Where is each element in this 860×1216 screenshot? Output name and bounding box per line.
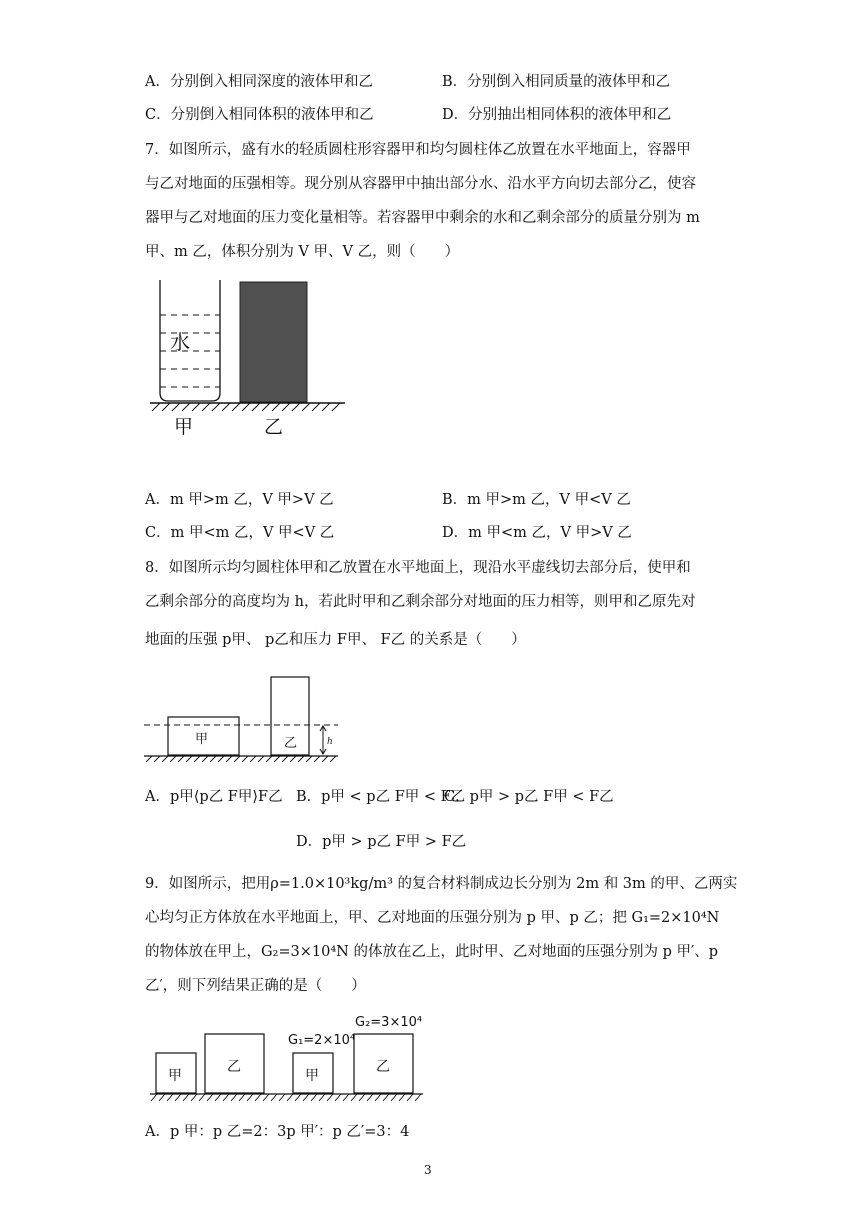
q9-label-yi-1: 乙 <box>227 1059 241 1075</box>
q6-option-a: A．分别倒入相同深度的液体甲和乙 <box>145 74 373 90</box>
q7-stem-line3: 器甲与乙对地面的压力变化量相等。若容器甲中剩余的水和乙剩余部分的质量分别为 m <box>145 210 700 226</box>
q8-label-yi: 乙 <box>284 736 298 751</box>
q7-option-b: B．m 甲>m 乙，V 甲<V 乙 <box>442 492 631 508</box>
q7-label-jia: 甲 <box>174 416 194 438</box>
q9-figure <box>145 1008 430 1108</box>
q8-stem-line2: 乙剩余部分的高度均为 h，若此时甲和乙剩余部分对地面的压力相等，则甲和乙原先对 <box>145 594 696 610</box>
q7-stem-line4: 甲、m 乙，体积分别为 V 甲、V 乙，则（ ） <box>145 244 460 260</box>
q7-stem-line2: 与乙对地面的压强相等。现分别从容器甲中抽出部分水、沿水平方向切去部分乙，使容 <box>145 176 696 192</box>
q8-option-d: D．p甲 > p乙 F甲 > F乙 <box>296 834 467 850</box>
q9-stem-line3: 的物体放在甲上，G₂=3×10⁴N 的体放在乙上，此时甲、乙对地面的压强分别为 p 甲′、p <box>145 944 719 960</box>
q8-figure <box>142 670 342 765</box>
q8-option-c: C．p甲 > p乙 F甲 < F乙 <box>444 789 614 805</box>
q7-option-a: A．m 甲>m 乙，V 甲>V 乙 <box>145 492 334 508</box>
q7-solid-yi <box>240 282 307 402</box>
q6-option-c: C．分别倒入相同体积的液体甲和乙 <box>145 107 374 123</box>
q7-water-label: 水 <box>170 330 190 354</box>
q9-stem-line1: 9．如图所示，把用ρ=1.0×10³kg/m³ 的复合材料制成边长分别为 2m 和 3m 的甲、乙两实 <box>145 876 738 892</box>
q8-option-a: A．p甲⟨p乙 F甲⟩F乙 <box>145 789 283 805</box>
q7-figure <box>140 275 360 440</box>
q8-label-jia: 甲 <box>195 732 209 747</box>
q9-label-yi-2: 乙 <box>376 1059 390 1075</box>
q9-label-jia-2: 甲 <box>305 1068 319 1084</box>
q6-option-b: B．分别倒入相同质量的液体甲和乙 <box>442 74 671 90</box>
q6-option-d: D．分别抽出相同体积的液体甲和乙 <box>442 107 672 123</box>
q9-g2-label: G₂=3×10⁴ <box>355 1015 423 1030</box>
q9-g1-label: G₁=2×10⁴ <box>288 1033 356 1048</box>
q9-option-a: A．p 甲：p 乙=2：3p 甲′：p 乙′=3：4 <box>145 1124 410 1140</box>
q7-label-yi: 乙 <box>264 416 284 438</box>
q7-option-c: C．m 甲<m 乙，V 甲<V 乙 <box>145 525 335 541</box>
q8-option-b: B．p甲 < p乙 F甲 < F乙 <box>296 789 466 805</box>
q7-option-d: D．m 甲<m 乙，V 甲>V 乙 <box>442 525 632 541</box>
q9-label-jia-1: 甲 <box>168 1068 182 1084</box>
page-number: 3 <box>424 1163 432 1177</box>
q8-label-h: h <box>327 737 333 747</box>
q8-stem-line3: 地面的压强 p甲、 p乙和压力 F甲、 F乙 的关系是（ ） <box>145 632 526 648</box>
q9-stem-line4: 乙′，则下列结果正确的是（ ） <box>145 978 366 994</box>
q7-stem-line1: 7．如图所示，盛有水的轻质圆柱形容器甲和均匀圆柱体乙放置在水平地面上，容器甲 <box>145 142 691 158</box>
q8-stem-line1: 8．如图所示均匀圆柱体甲和乙放置在水平地面上，现沿水平虚线切去部分后，使甲和 <box>145 560 691 576</box>
q9-stem-line2: 心均匀正方体放在水平地面上，甲、乙对地面的压强分别为 p 甲、p 乙；把 G₁=2×10⁴N <box>145 910 720 926</box>
